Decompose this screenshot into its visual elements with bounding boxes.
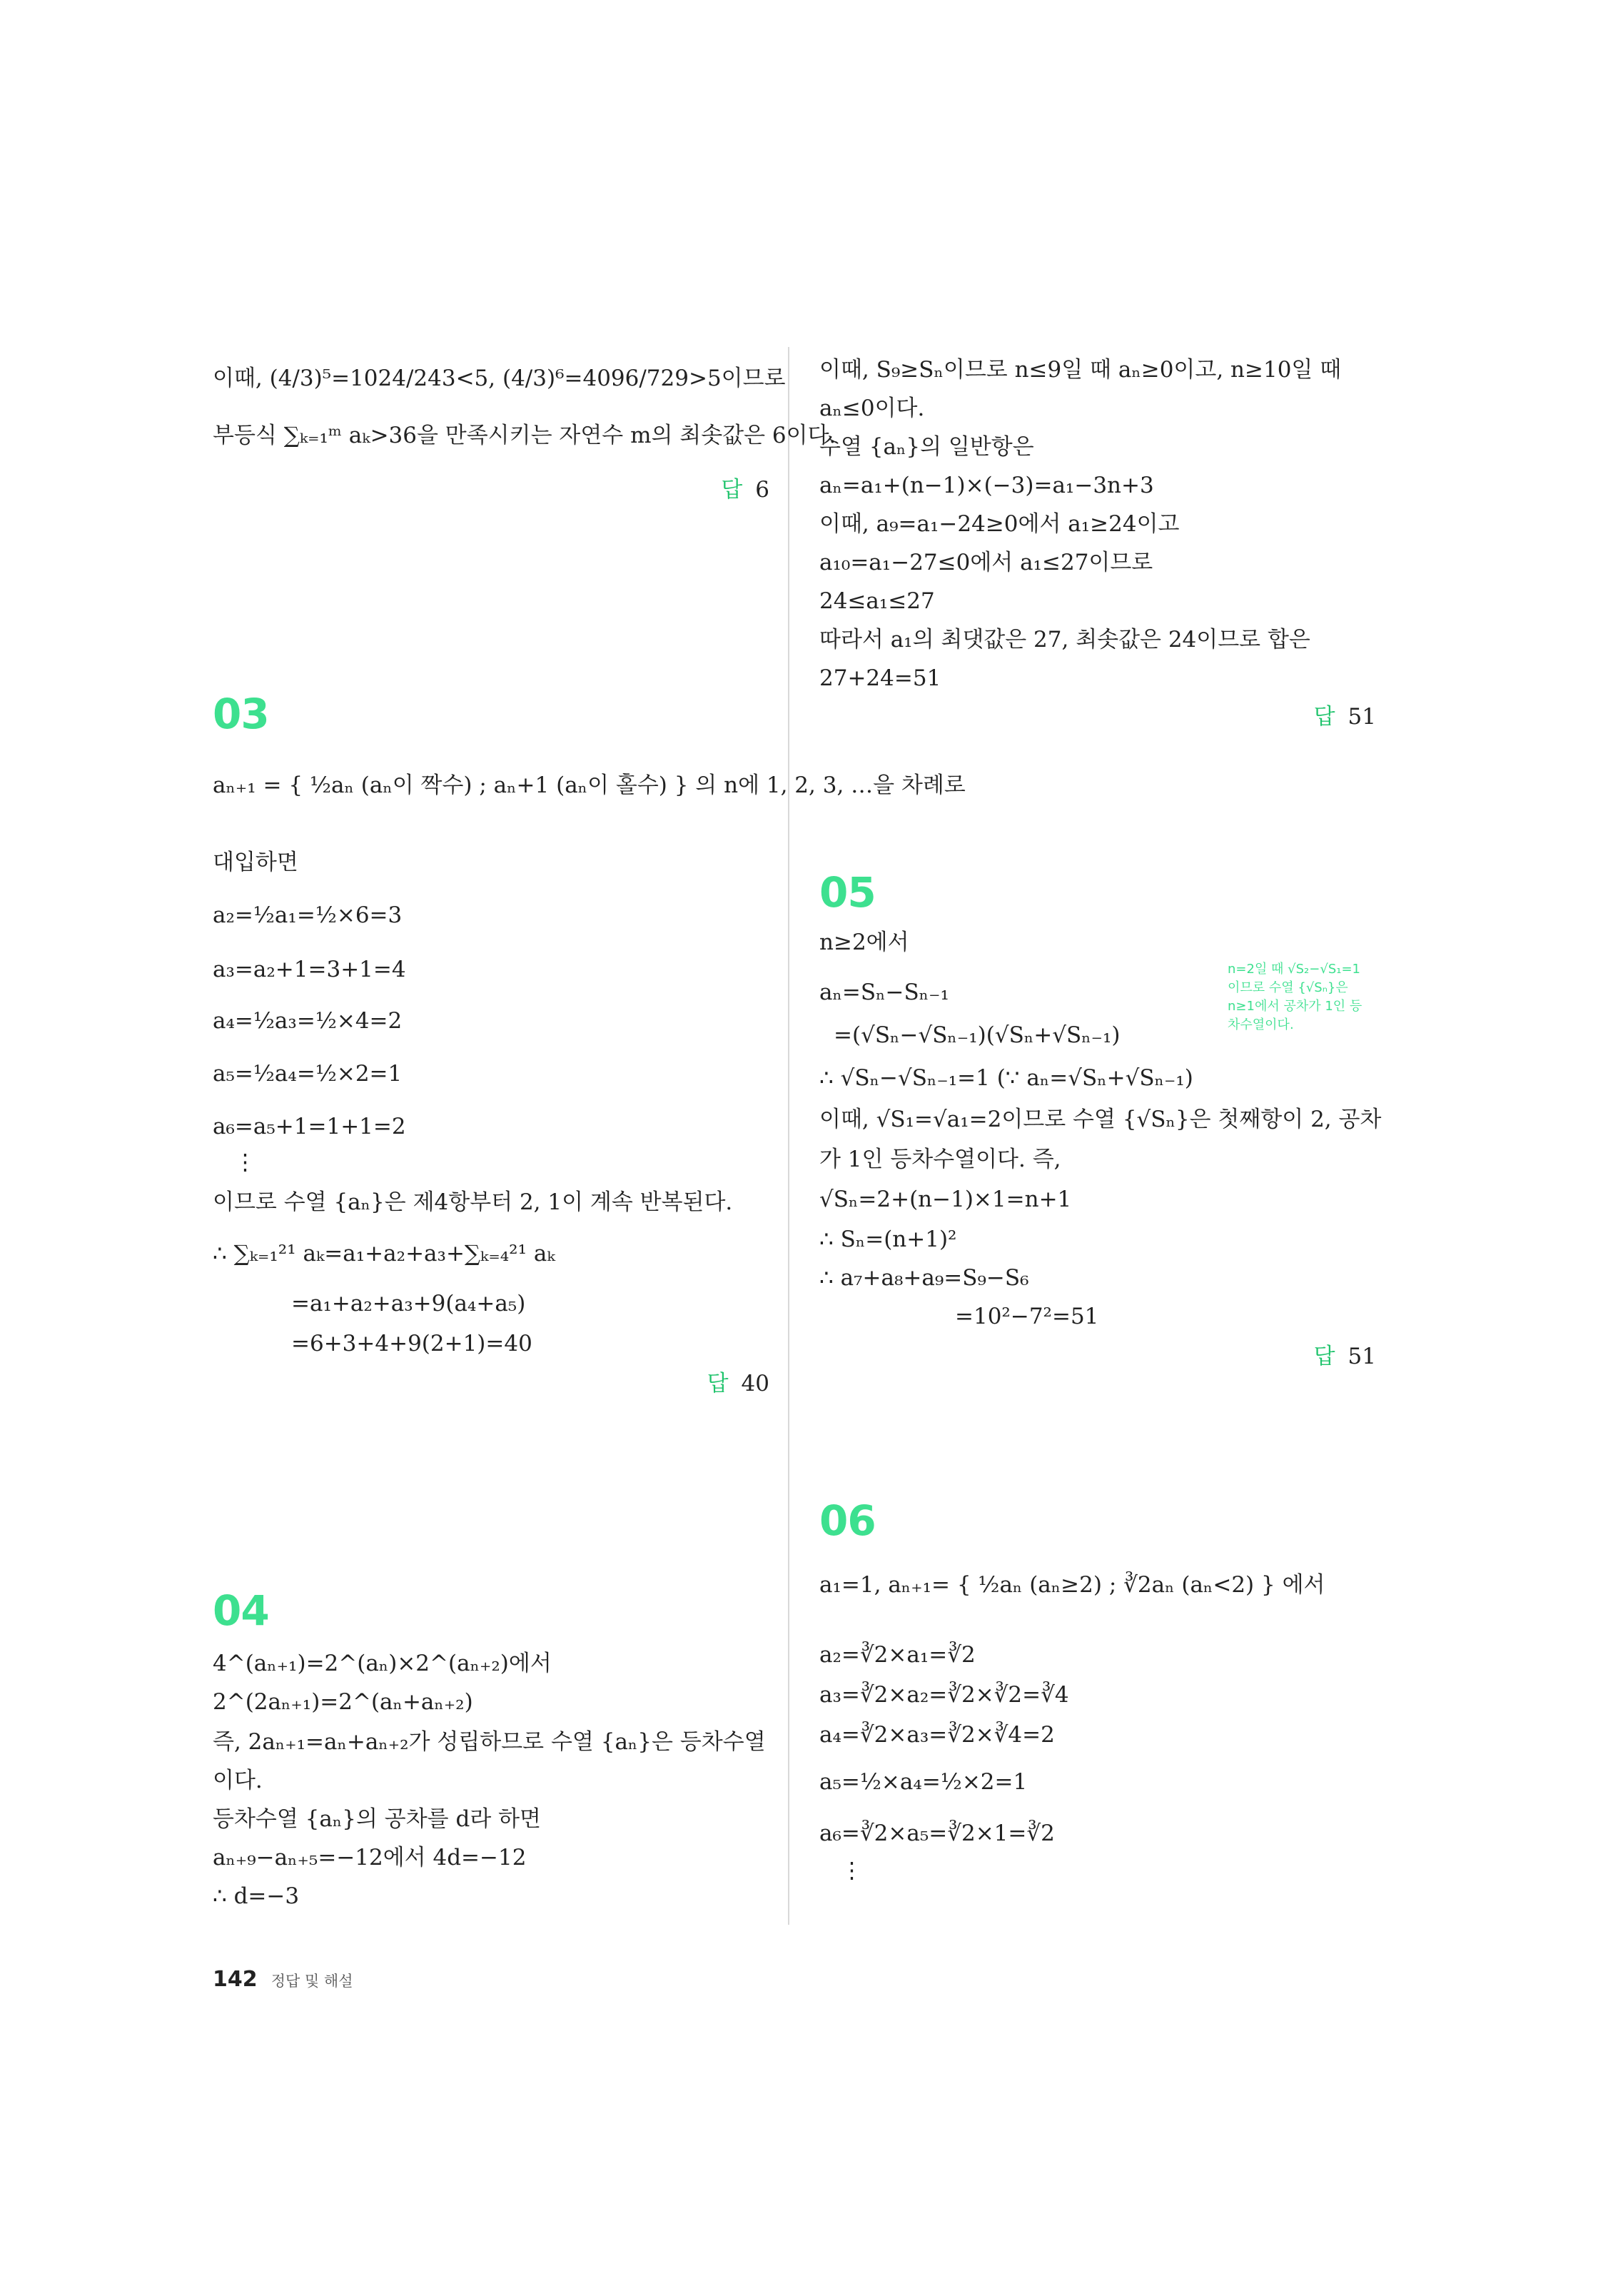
equation-line: a₆=a₅+1=1+1=2 <box>213 1114 406 1139</box>
text-line: 가 1인 등차수열이다. 즉, <box>819 1147 1061 1172</box>
equation-line: 24≤a₁≤27 <box>819 588 935 614</box>
equation-line: a₂=½a₁=½×6=3 <box>213 902 403 928</box>
equation-line: a₆=∛2×a₅=∛2×1=∛2 <box>819 1821 1055 1846</box>
equation-line: a₄=∛2×a₃=∛2×∛4=2 <box>819 1722 1055 1748</box>
answer-line <box>707 1369 769 1398</box>
text-line: 따라서 a₁의 최댓값은 27, 최솟값은 24이므로 합은 <box>819 627 1310 653</box>
answer-value: 40 <box>741 1371 769 1396</box>
equation-line: a₅=½a₄=½×2=1 <box>213 1061 403 1087</box>
equation-line: a₃=a₂+1=3+1=4 <box>213 957 406 982</box>
equation-line: a₂=∛2×a₁=∛2 <box>819 1642 976 1668</box>
equation-line: aₙ=a₁+(n−1)×(−3)=a₁−3n+3 <box>819 473 1154 498</box>
equation-line: =10²−7²=51 <box>955 1304 1099 1329</box>
answer-label: 답 <box>1313 1344 1335 1369</box>
text-line: 부등식 ∑ₖ₌₁ᵐ aₖ>36을 만족시키는 자연수 m의 최솟값은 6이다. <box>213 423 836 448</box>
text-line: 이때, S₉≥Sₙ이므로 n≤9일 때 aₙ≥0이고, n≥10일 때 <box>819 357 1342 383</box>
footer-label: 정답 및 해설 <box>270 1973 353 1990</box>
text-line: 이다. <box>213 1768 263 1793</box>
text-line: 즉, 2aₙ₊₁=aₙ+aₙ₊₂가 성립하므로 수열 {aₙ}은 등차수열 <box>213 1729 766 1755</box>
text-line: 이때, a₉=a₁−24≥0에서 a₁≥24이고 <box>819 511 1180 537</box>
text-line: 수열 {aₙ}의 일반항은 <box>819 434 1034 460</box>
side-note: n=2일 때 √S₂−√S₁=1이므로 수열 {√Sₙ}은 n≥1에서 공차가 1인 등차수열이다. <box>1228 962 1362 1032</box>
equation-line: 27+24=51 <box>819 665 941 691</box>
text-line: aₙ≤0이다. <box>819 396 925 421</box>
equation-line: a₄=½a₃=½×4=2 <box>213 1008 403 1034</box>
equation-line: 4^(aₙ₊₁)=2^(aₙ)×2^(aₙ₊₂)에서 <box>213 1651 552 1676</box>
equation-line: ∴ ∑ₖ₌₁²¹ aₖ=a₁+a₂+a₃+∑ₖ₌₄²¹ aₖ <box>213 1241 555 1267</box>
vertical-ellipsis: ⋮ <box>234 1149 256 1175</box>
equation-line: =a₁+a₂+a₃+9(a₄+a₅) <box>291 1291 526 1316</box>
section-number: 05 <box>819 868 876 917</box>
equation-line: =(√Sₙ−√Sₙ₋₁)(√Sₙ+√Sₙ₋₁) <box>834 1022 1121 1048</box>
section-number: 04 <box>213 1586 269 1635</box>
equation-line: aₙ=Sₙ−Sₙ₋₁ <box>819 980 949 1005</box>
answer-label: 답 <box>1313 704 1335 730</box>
answer-line <box>1314 703 1376 731</box>
equation-line: 2^(2aₙ₊₁)=2^(aₙ+aₙ₊₂) <box>213 1689 473 1715</box>
answer-value: 51 <box>1348 704 1376 730</box>
column-divider <box>788 347 789 1925</box>
vertical-ellipsis: ⋮ <box>841 1858 863 1883</box>
answer-value: 6 <box>755 477 769 503</box>
text-line: 이때, √S₁=√a₁=2이므로 수열 {√Sₙ}은 첫째항이 2, 공차 <box>819 1107 1382 1132</box>
equation-line: aₙ₊₉−aₙ₊₅=−12에서 4d=−12 <box>213 1845 527 1870</box>
equation-line: =6+3+4+9(2+1)=40 <box>291 1331 532 1356</box>
equation-line: a₁=1, aₙ₊₁= { ½aₙ (aₙ≥2) ; ∛2aₙ (aₙ<2) } 에서 <box>819 1572 1325 1598</box>
equation-line: a₅=½×a₄=½×2=1 <box>819 1769 1028 1795</box>
equation-line: ∴ Sₙ=(n+1)² <box>819 1227 957 1252</box>
text-line: 등차수열 {aₙ}의 공차를 d라 하면 <box>213 1806 542 1832</box>
text-line: 이때, (4/3)⁵=1024/243<5, (4/3)⁶=4096/729>5이므로 <box>213 366 786 391</box>
equation-line: ∴ d=−3 <box>213 1883 300 1909</box>
equation-line: √Sₙ=2+(n−1)×1=n+1 <box>819 1187 1072 1212</box>
text-line: n≥2에서 <box>819 930 909 955</box>
equation-line: a₃=∛2×a₂=∛2×∛2=∛4 <box>819 1682 1069 1708</box>
answer-label: 답 <box>707 1371 729 1396</box>
answer-label: 답 <box>721 477 743 503</box>
section-number: 03 <box>213 690 269 738</box>
page-footer <box>213 1967 353 1992</box>
text-line: 대입하면 <box>213 850 298 875</box>
answer-line <box>721 475 769 504</box>
answer-value: 51 <box>1348 1344 1376 1369</box>
section-number: 06 <box>819 1496 876 1545</box>
text-line: 이므로 수열 {aₙ}은 제4항부터 2, 1이 계속 반복된다. <box>213 1189 733 1215</box>
answer-line <box>1314 1342 1376 1371</box>
page-number: 142 <box>213 1967 258 1992</box>
equation-line: ∴ √Sₙ−√Sₙ₋₁=1 (∵ aₙ=√Sₙ+√Sₙ₋₁) <box>819 1065 1193 1091</box>
text-line: a₁₀=a₁−27≤0에서 a₁≤27이므로 <box>819 550 1153 575</box>
text-line: aₙ₊₁ = { ½aₙ (aₙ이 짝수) ; aₙ+1 (aₙ이 홀수) } 의 n에 1, 2, 3, …을 차례로 <box>213 772 966 798</box>
equation-line: ∴ a₇+a₈+a₉=S₉−S₆ <box>819 1265 1029 1291</box>
